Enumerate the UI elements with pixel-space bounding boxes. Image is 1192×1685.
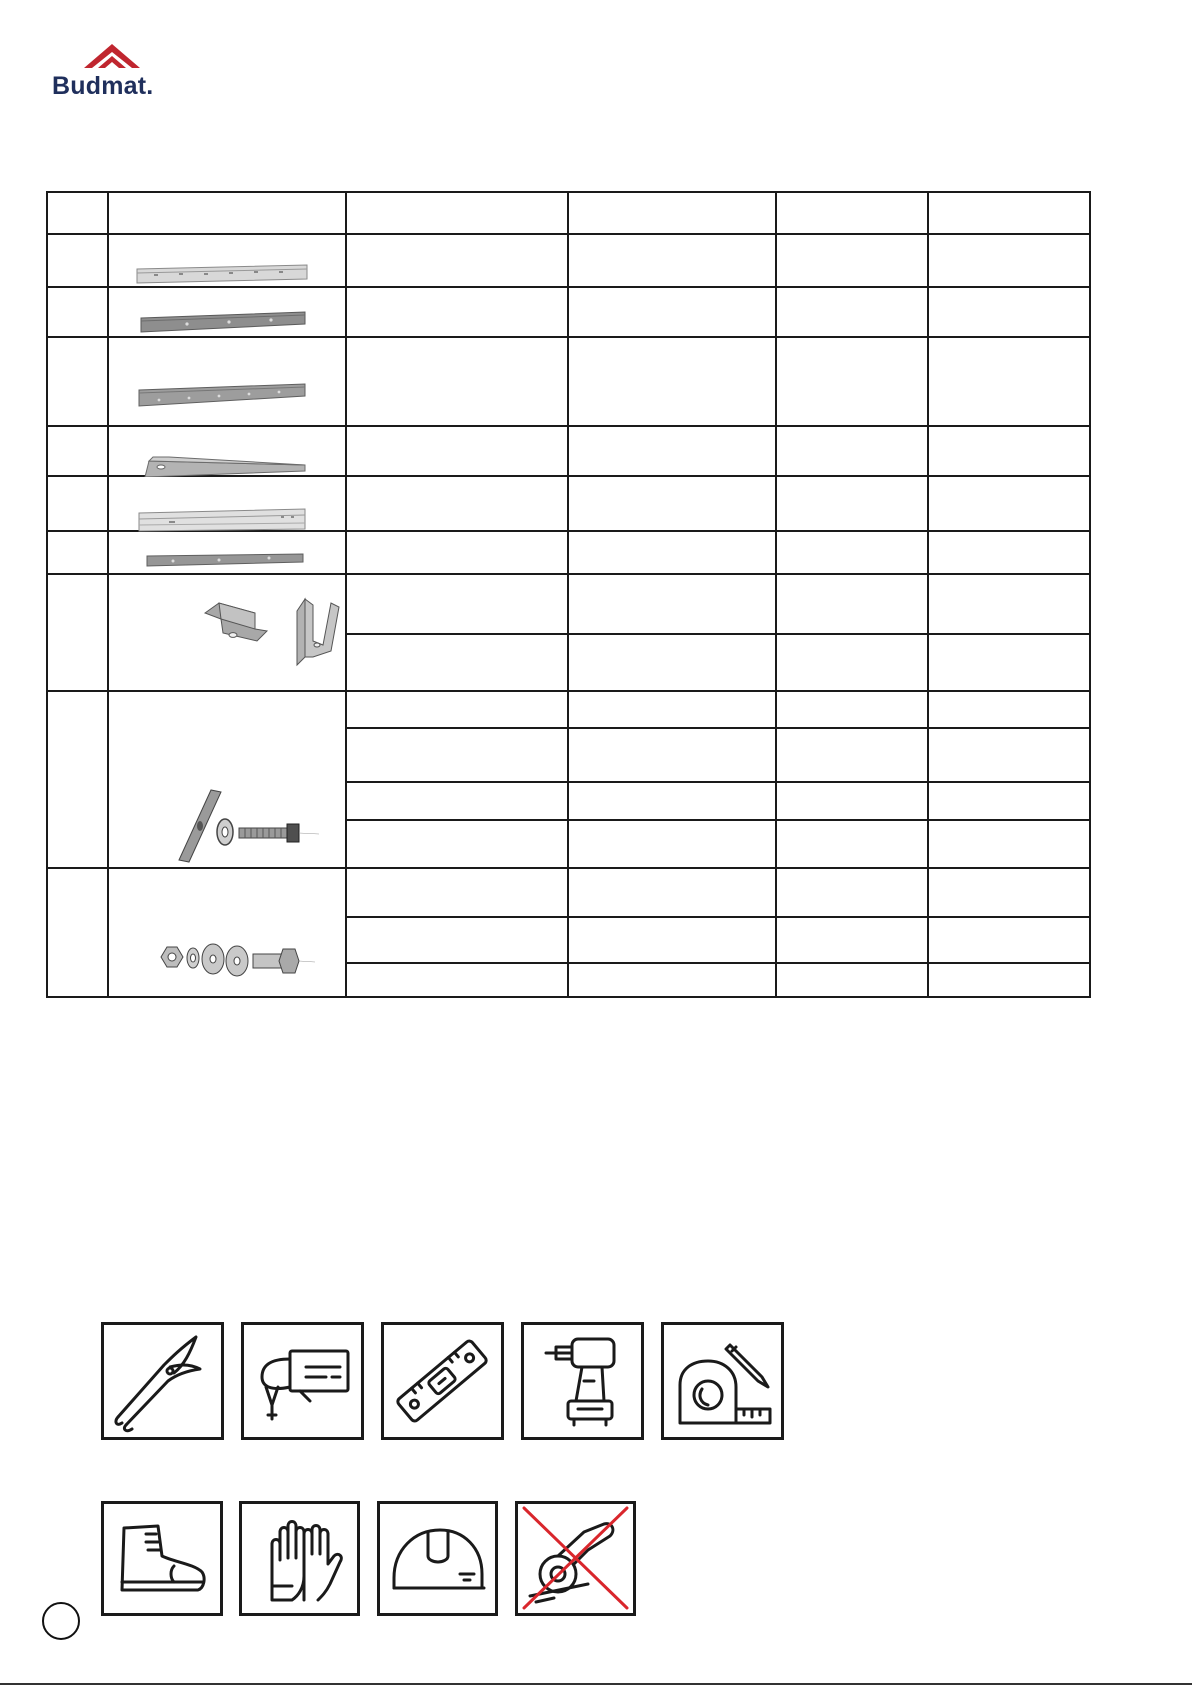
c-profile-rail-image — [108, 476, 346, 531]
tin-snips-icon — [101, 1322, 224, 1440]
spirit-level-icon — [381, 1322, 504, 1440]
header-cell-dimension — [568, 192, 776, 234]
roof-logo-icon — [84, 42, 140, 72]
table-row — [47, 337, 1090, 426]
tape-measure-pencil-icon — [661, 1322, 784, 1440]
tapered-bracket-image — [108, 426, 346, 476]
hard-hat-icon — [377, 1501, 498, 1616]
power-nibbler-icon — [241, 1322, 364, 1440]
table-row — [47, 287, 1090, 337]
table-row — [47, 868, 1090, 917]
flat-rail-image — [108, 531, 346, 574]
cordless-drill-icon — [521, 1322, 644, 1440]
table-row — [47, 691, 1090, 728]
parts-table — [46, 191, 1091, 998]
end-clamp-and-mid-clamp-image — [108, 574, 346, 691]
table-row — [47, 426, 1090, 476]
hanger-bolt-plate-washer-screw-image — [108, 691, 346, 868]
table-row — [47, 531, 1090, 574]
header-cell-no — [47, 192, 108, 234]
work-gloves-icon — [239, 1501, 360, 1616]
header-cell-quantity — [928, 192, 1090, 234]
budmat-logo — [52, 42, 182, 102]
header-cell-material — [776, 192, 928, 234]
page-number-circle — [42, 1602, 80, 1640]
mounting-rail-perforated-image — [108, 234, 346, 287]
mounting-rail-dark-image — [108, 287, 346, 337]
nut-washers-bolt-set-image — [108, 868, 346, 997]
table-row — [47, 574, 1090, 634]
table-row — [47, 234, 1090, 287]
safety-boots-icon — [101, 1501, 223, 1616]
table-row — [47, 476, 1090, 531]
header-cell-image — [108, 192, 346, 234]
table-header-row — [47, 192, 1090, 234]
header-cell-name — [346, 192, 568, 234]
no-angle-grinder-icon — [515, 1501, 636, 1616]
brand-name: Budmat. — [52, 72, 154, 100]
mounting-rail-long-image — [108, 337, 346, 426]
